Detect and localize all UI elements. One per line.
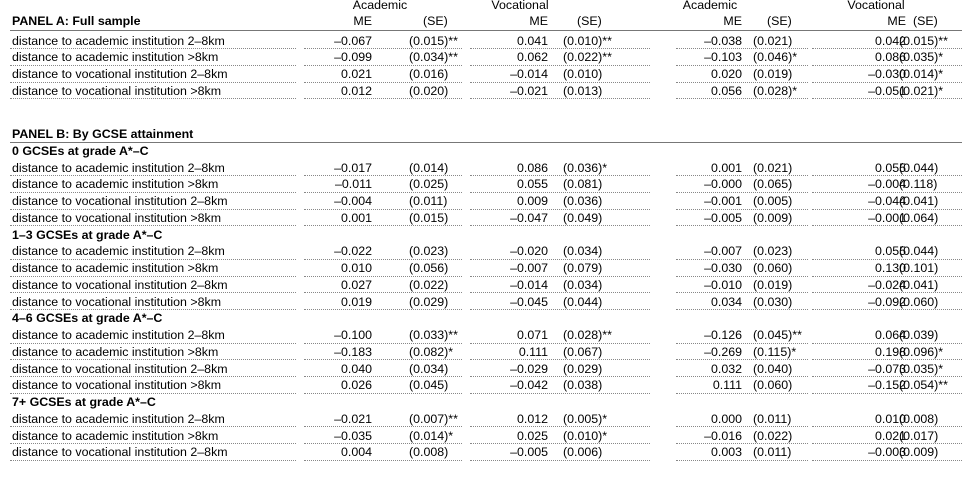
- marginal-effect-cell: –0.005: [510, 445, 548, 460]
- marginal-effect-cell: –0.029: [510, 361, 548, 376]
- standard-error-cell: (0.033)**: [409, 328, 458, 342]
- marginal-effect-cell: 0.055: [516, 177, 548, 192]
- marginal-effect-cell: 0.025: [516, 428, 548, 443]
- table-row: [0, 428, 976, 444]
- standard-error-cell: (0.065): [753, 177, 793, 192]
- marginal-effect-cell: –0.024: [868, 277, 906, 292]
- standard-error-cell: (0.036)*: [563, 160, 608, 175]
- table-row: [0, 33, 976, 49]
- marginal-effect-cell: –0.020: [510, 244, 548, 259]
- panel-title: PANEL A: Full sample: [12, 14, 141, 28]
- marginal-effect-cell: 0.041: [516, 33, 548, 48]
- marginal-effect-cell: –0.021: [510, 83, 548, 98]
- standard-error-cell: (0.009): [753, 210, 793, 225]
- standard-error-cell: (0.060): [753, 261, 793, 275]
- standard-error-cell: (0.022): [753, 428, 793, 443]
- row-label: distance to academic institution 2–8km: [12, 244, 225, 259]
- marginal-effect-cell: –0.100: [334, 328, 372, 342]
- table-row: [0, 160, 976, 176]
- marginal-effect-cell: –0.001: [868, 210, 906, 225]
- table-row: [0, 176, 976, 192]
- standard-error-cell: (0.041): [899, 194, 939, 208]
- marginal-effect-cell: –0.030: [704, 261, 742, 275]
- marginal-effect-cell: 0.001: [340, 210, 372, 225]
- table-row: [0, 344, 976, 360]
- standard-error-cell: (0.010): [563, 67, 603, 81]
- row-label: distance to vocational institution 2–8km: [12, 277, 228, 292]
- marginal-effect-cell: 0.021: [340, 67, 372, 81]
- standard-error-cell: (0.005)*: [563, 411, 608, 426]
- standard-error-cell: (0.017): [899, 428, 939, 443]
- marginal-effect-cell: 0.021: [874, 428, 906, 443]
- se-column-header: (SE): [577, 14, 602, 28]
- standard-error-cell: (0.039): [899, 328, 939, 342]
- standard-error-cell: (0.044): [563, 294, 603, 309]
- standard-error-cell: (0.036): [563, 194, 603, 208]
- standard-error-cell: (0.029): [563, 361, 603, 376]
- table-row: [0, 377, 976, 393]
- row-separator: [470, 98, 650, 99]
- standard-error-cell: (0.023): [753, 244, 793, 259]
- marginal-effect-cell: 0.086: [874, 50, 906, 65]
- standard-error-cell: (0.013): [563, 83, 603, 98]
- row-label: distance to vocational institution 2–8km: [12, 67, 228, 81]
- table-row: [0, 66, 976, 82]
- standard-error-cell: (0.054)**: [899, 378, 948, 393]
- marginal-effect-cell: –0.011: [335, 177, 372, 192]
- row-separator: [812, 98, 962, 99]
- standard-error-cell: (0.028)**: [563, 328, 612, 342]
- row-separator: [304, 98, 462, 99]
- standard-error-cell: (0.064): [899, 210, 939, 225]
- marginal-effect-cell: 0.111: [518, 344, 548, 359]
- row-label: distance to vocational institution 2–8km: [12, 361, 228, 376]
- standard-error-cell: (0.115)*: [753, 344, 797, 359]
- standard-error-cell: (0.021): [753, 33, 793, 48]
- marginal-effect-cell: –0.035: [334, 428, 372, 443]
- marginal-effect-cell: –0.022: [334, 244, 372, 259]
- marginal-effect-cell: –0.038: [704, 33, 742, 48]
- standard-error-cell: (0.034)**: [409, 50, 458, 65]
- marginal-effect-cell: 0.012: [516, 411, 548, 426]
- row-separator: [676, 460, 808, 461]
- se-column-header: (SE): [423, 14, 448, 28]
- standard-error-cell: (0.022): [409, 277, 449, 292]
- row-label: distance to academic institution 2–8km: [12, 160, 225, 175]
- marginal-effect-cell: 0.034: [710, 294, 742, 309]
- marginal-effect-cell: 0.026: [340, 378, 372, 393]
- standard-error-cell: (0.096)*: [899, 344, 944, 359]
- standard-error-cell: (0.005): [753, 194, 793, 208]
- marginal-effect-cell: –0.051: [868, 83, 906, 98]
- se-column-header: (SE): [913, 14, 938, 28]
- standard-error-cell: (0.046)*: [753, 50, 798, 65]
- marginal-effect-cell: –0.017: [334, 160, 372, 175]
- marginal-effect-cell: –0.045: [510, 294, 548, 309]
- standard-error-cell: (0.014): [409, 160, 449, 175]
- marginal-effect-cell: –0.067: [334, 33, 372, 48]
- column-group-header: [0, 0, 976, 13]
- marginal-effect-cell: –0.000: [704, 177, 742, 192]
- me-column-header: ME: [887, 14, 906, 28]
- marginal-effect-cell: 0.010: [340, 261, 372, 275]
- marginal-effect-cell: –0.004: [334, 194, 372, 208]
- row-label: distance to academic institution 2–8km: [12, 33, 225, 48]
- row-label: distance to vocational institution >8km: [12, 210, 222, 225]
- marginal-effect-cell: –0.044: [868, 194, 906, 208]
- subgroup-title: 7+ GCSEs at grade A*–C: [12, 395, 156, 409]
- row-label: distance to vocational institution 2–8km: [12, 445, 228, 460]
- table-row: [0, 49, 976, 65]
- standard-error-cell: (0.045): [409, 378, 449, 393]
- marginal-effect-cell: 0.056: [710, 83, 742, 98]
- subgroup-header: [0, 227, 976, 243]
- standard-error-cell: (0.040): [753, 361, 793, 376]
- marginal-effect-cell: 0.062: [516, 50, 548, 65]
- marginal-effect-cell: 0.071: [516, 328, 548, 342]
- subgroup-title: 1–3 GCSEs at grade A*–C: [12, 227, 163, 242]
- standard-error-cell: (0.015)**: [899, 33, 948, 48]
- standard-error-cell: (0.067): [563, 344, 603, 359]
- marginal-effect-cell: 0.004: [340, 445, 372, 460]
- standard-error-cell: (0.010)*: [563, 428, 608, 443]
- subgroup-header: [0, 310, 976, 326]
- row-label: distance to academic institution >8km: [12, 261, 219, 275]
- me-column-header: ME: [529, 14, 548, 28]
- standard-error-cell: (0.034): [409, 361, 449, 376]
- table-row: [0, 327, 976, 343]
- marginal-effect-cell: 0.111: [712, 378, 742, 393]
- marginal-effect-cell: –0.103: [704, 50, 742, 65]
- standard-error-cell: (0.011): [409, 194, 448, 208]
- standard-error-cell: (0.010)**: [563, 33, 612, 48]
- marginal-effect-cell: –0.001: [704, 194, 742, 208]
- marginal-effect-cell: 0.020: [710, 67, 742, 81]
- panel-b-header: [0, 126, 976, 142]
- standard-error-cell: (0.049): [563, 210, 603, 225]
- standard-error-cell: (0.056): [409, 261, 449, 275]
- row-label: distance to vocational institution >8km: [12, 294, 222, 309]
- standard-error-cell: (0.022)**: [563, 50, 612, 65]
- standard-error-cell: (0.038): [563, 378, 603, 393]
- table-row: [0, 210, 976, 226]
- table-row: [0, 411, 976, 427]
- row-separator: [10, 98, 296, 99]
- standard-error-cell: (0.082)*: [409, 344, 454, 359]
- marginal-effect-cell: 0.198: [874, 344, 906, 359]
- subgroup-header: [0, 394, 976, 410]
- marginal-effect-cell: 0.064: [874, 328, 906, 342]
- marginal-effect-cell: –0.014: [510, 67, 548, 81]
- me-column-header: ME: [353, 14, 372, 28]
- marginal-effect-cell: 0.003: [710, 445, 742, 460]
- marginal-effect-cell: 0.040: [340, 361, 372, 376]
- standard-error-cell: (0.079): [563, 261, 603, 275]
- table-row: [0, 444, 976, 460]
- marginal-effect-cell: –0.073: [868, 361, 906, 376]
- standard-error-cell: (0.007)**: [409, 411, 458, 426]
- standard-error-cell: (0.008): [409, 445, 449, 460]
- column-group-title: Vocational: [491, 0, 549, 12]
- marginal-effect-cell: 0.032: [710, 361, 742, 376]
- row-label: distance to academic institution 2–8km: [12, 328, 225, 342]
- row-label: distance to academic institution 2–8km: [12, 411, 225, 426]
- marginal-effect-cell: –0.047: [510, 210, 548, 225]
- marginal-effect-cell: 0.042: [874, 33, 906, 48]
- marginal-effect-cell: 0.027: [340, 277, 372, 292]
- marginal-effect-cell: 0.130: [874, 261, 906, 275]
- standard-error-cell: (0.045)**: [753, 328, 802, 342]
- standard-error-cell: (0.009): [899, 445, 939, 460]
- standard-error-cell: (0.006): [563, 445, 603, 460]
- row-label: distance to academic institution >8km: [12, 50, 219, 65]
- marginal-effect-cell: –0.183: [334, 344, 372, 359]
- marginal-effect-cell: –0.021: [334, 411, 372, 426]
- row-label: distance to academic institution >8km: [12, 428, 219, 443]
- table-row: [0, 83, 976, 99]
- marginal-effect-cell: 0.009: [516, 194, 548, 208]
- subgroup-title: 0 GCSEs at grade A*–C: [12, 143, 149, 158]
- row-separator: [304, 460, 462, 461]
- marginal-effect-cell: 0.055: [874, 160, 906, 175]
- marginal-effect-cell: 0.010: [874, 411, 906, 426]
- se-column-header: (SE): [767, 14, 792, 28]
- row-separator: [470, 460, 650, 461]
- marginal-effect-cell: –0.016: [704, 428, 742, 443]
- row-separator: [10, 460, 296, 461]
- row-separator: [10, 30, 962, 31]
- row-separator: [812, 460, 962, 461]
- standard-error-cell: (0.014)*: [899, 67, 944, 81]
- row-label: distance to vocational institution >8km: [12, 83, 222, 98]
- panel-a-header: [0, 13, 976, 29]
- standard-error-cell: (0.044): [899, 244, 939, 259]
- standard-error-cell: (0.025): [409, 177, 449, 192]
- standard-error-cell: (0.034): [563, 244, 603, 259]
- standard-error-cell: (0.034): [563, 277, 603, 292]
- marginal-effect-cell: –0.092: [868, 294, 906, 309]
- table-row: [0, 260, 976, 276]
- standard-error-cell: (0.035)*: [899, 50, 944, 65]
- standard-error-cell: (0.118): [899, 177, 938, 192]
- marginal-effect-cell: –0.007: [704, 244, 742, 259]
- standard-error-cell: (0.044): [899, 160, 939, 175]
- table-row: [0, 361, 976, 377]
- standard-error-cell: (0.021): [753, 160, 793, 175]
- column-group-title: Academic: [352, 0, 408, 12]
- standard-error-cell: (0.081): [563, 177, 603, 192]
- standard-error-cell: (0.030): [753, 294, 793, 309]
- standard-error-cell: (0.029): [409, 294, 449, 309]
- standard-error-cell: (0.021)*: [899, 83, 944, 98]
- row-separator: [676, 98, 808, 99]
- standard-error-cell: (0.101): [899, 261, 939, 275]
- table-row: [0, 243, 976, 259]
- standard-error-cell: (0.041): [899, 277, 939, 292]
- standard-error-cell: (0.035)*: [899, 361, 944, 376]
- standard-error-cell: (0.015): [409, 210, 449, 225]
- panel-title: PANEL B: By GCSE attainment: [12, 127, 194, 141]
- subgroup-title: 4–6 GCSEs at grade A*–C: [12, 311, 163, 326]
- table-row: [0, 277, 976, 293]
- standard-error-cell: (0.014)*: [409, 428, 454, 443]
- marginal-effect-cell: –0.152: [868, 378, 906, 393]
- marginal-effect-cell: –0.004: [868, 177, 906, 192]
- table-row: [0, 193, 976, 209]
- row-label: distance to vocational institution >8km: [12, 378, 222, 393]
- marginal-effect-cell: –0.005: [704, 210, 742, 225]
- me-column-header: ME: [723, 14, 742, 28]
- standard-error-cell: (0.016): [409, 67, 449, 81]
- standard-error-cell: (0.019): [753, 277, 793, 292]
- marginal-effect-cell: –0.042: [510, 378, 548, 393]
- standard-error-cell: (0.023): [409, 244, 449, 259]
- row-label: distance to vocational institution 2–8km: [12, 194, 228, 208]
- marginal-effect-cell: –0.007: [510, 261, 548, 275]
- marginal-effect-cell: –0.099: [334, 50, 372, 65]
- marginal-effect-cell: –0.014: [510, 277, 548, 292]
- marginal-effect-cell: –0.030: [868, 67, 906, 81]
- row-label: distance to academic institution >8km: [12, 344, 219, 359]
- marginal-effect-cell: 0.086: [516, 160, 548, 175]
- marginal-effect-cell: –0.003: [868, 445, 906, 460]
- standard-error-cell: (0.060): [753, 378, 793, 393]
- standard-error-cell: (0.011): [753, 445, 792, 460]
- standard-error-cell: (0.060): [899, 294, 939, 309]
- standard-error-cell: (0.015)**: [409, 33, 458, 48]
- marginal-effect-cell: 0.001: [710, 160, 742, 175]
- column-group-title: Academic: [682, 0, 738, 12]
- marginal-effect-cell: 0.019: [340, 294, 372, 309]
- marginal-effect-cell: 0.055: [874, 244, 906, 259]
- marginal-effect-cell: –0.269: [704, 344, 742, 359]
- subgroup-header: [0, 143, 976, 159]
- table-row: [0, 294, 976, 310]
- standard-error-cell: (0.028)*: [753, 83, 798, 98]
- standard-error-cell: (0.011): [753, 411, 792, 426]
- standard-error-cell: (0.020): [409, 83, 449, 98]
- marginal-effect-cell: –0.010: [704, 277, 742, 292]
- marginal-effect-cell: 0.000: [710, 411, 742, 426]
- row-label: distance to academic institution >8km: [12, 177, 219, 192]
- marginal-effect-cell: 0.012: [340, 83, 372, 98]
- marginal-effect-cell: –0.126: [704, 328, 742, 342]
- standard-error-cell: (0.019): [753, 67, 793, 81]
- column-group-title: Vocational: [847, 0, 905, 12]
- standard-error-cell: (0.008): [899, 411, 939, 426]
